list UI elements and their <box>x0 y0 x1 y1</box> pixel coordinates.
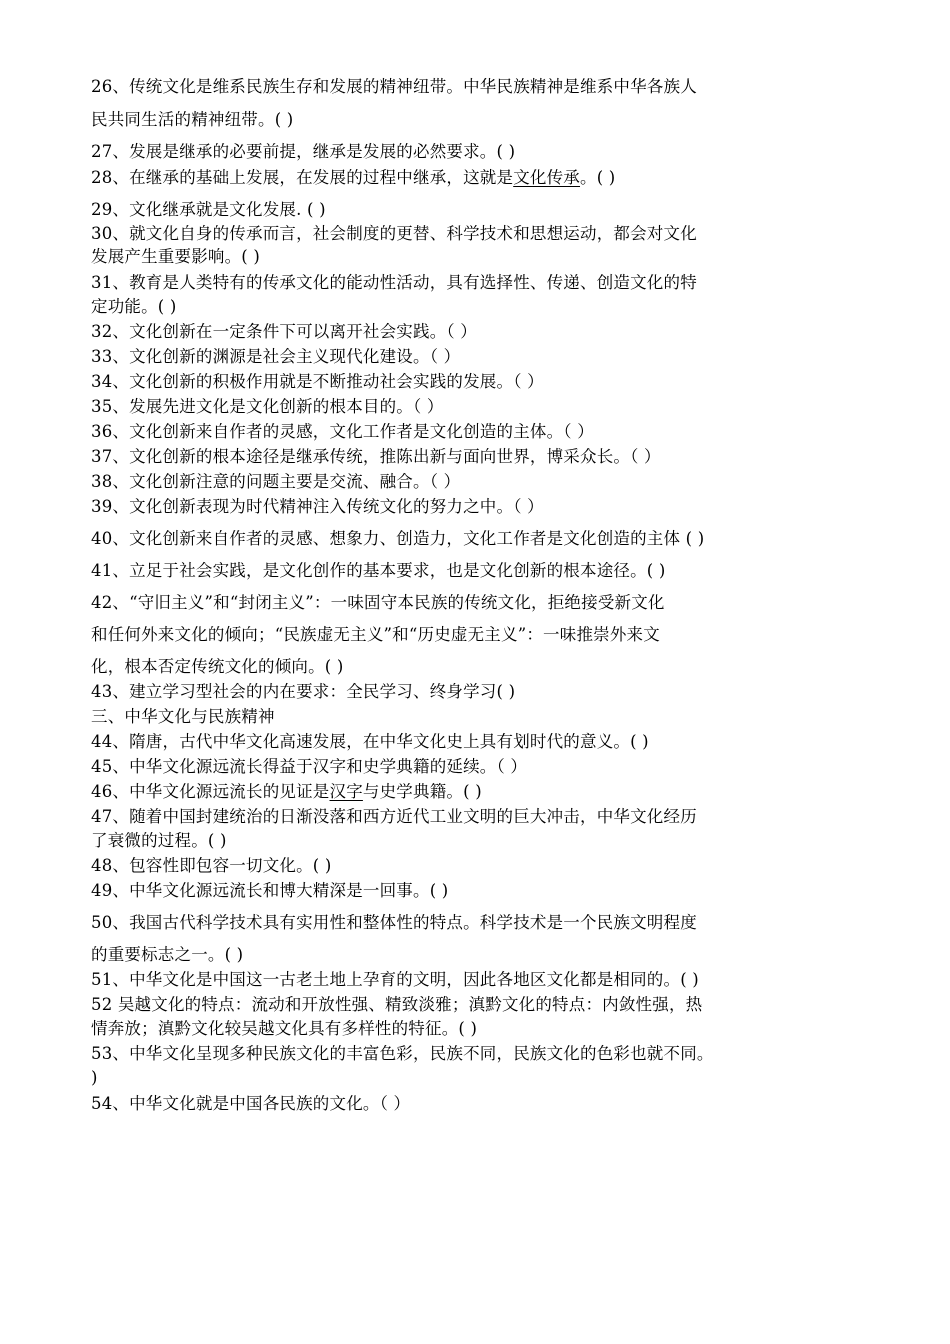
question-42-line-2: 和任何外来文化的倾向；“民族虚无主义”和“历史虚无主义”：一味推崇外来文 <box>91 625 660 644</box>
question-34: 34、文化创新的积极作用就是不断推动社会实践的发展。（ ） <box>91 372 544 391</box>
question-31-line-1: 31、教育是人类特有的传承文化的能动性活动，具有选择性、传递、创造文化的特 <box>91 273 697 292</box>
question-48: 48、包容性即包容一切文化。( ) <box>91 856 332 875</box>
question-27: 27、发展是继承的必要前提，继承是发展的必然要求。( ) <box>91 142 516 161</box>
question-49: 49、中华文化源远流长和博大精深是一回事。( ) <box>91 881 449 900</box>
question-47-line-2: 了衰微的过程。( ) <box>91 831 227 850</box>
question-39: 39、文化创新表现为时代精神注入传统文化的努力之中。（ ） <box>91 497 544 516</box>
underlined-term: 文化传承 <box>513 168 581 187</box>
question-33: 33、文化创新的渊源是社会主义现代化建设。（ ） <box>91 347 461 366</box>
question-50-line-2: 的重要标志之一。( ) <box>91 945 244 964</box>
question-42-line-1: 42、“守旧主义”和“封闭主义”：一味固守本民族的传统文化，拒绝接受新文化 <box>91 593 665 612</box>
question-28 <box>91 167 615 189</box>
question-47-line-1: 47、随着中国封建统治的日渐没落和西方近代工业文明的巨大冲击，中华文化经历 <box>91 807 697 826</box>
section-heading-3: 三、中华文化与民族精神 <box>91 707 275 726</box>
question-29: 29、文化继承就是文化发展. ( ) <box>91 200 326 219</box>
question-46-rest: 与史学典籍。( ) <box>362 782 482 801</box>
question-26-line-1: 26、传统文化是维系民族生存和发展的精神纽带。中华民族精神是维系中华各族人 <box>91 77 697 96</box>
question-43: 43、建立学习型社会的内在要求：全民学习、终身学习( ) <box>91 682 516 701</box>
question-50-line-1: 50、我国古代科学技术具有实用性和整体性的特点。科学技术是一个民族文明程度 <box>91 913 697 932</box>
question-51: 51、中华文化是中国这一古老土地上孕育的文明，因此各地区文化都是相同的。( ) <box>91 970 699 989</box>
question-42-line-3: 化，根本否定传统文化的倾向。( ) <box>91 657 344 676</box>
question-30-line-2: 发展产生重要影响。( ) <box>91 247 261 266</box>
question-28-answer: 。( ) <box>580 168 616 187</box>
question-37: 37、文化创新的根本途径是继承传统，推陈出新与面向世界，博采众长。（ ） <box>91 447 661 466</box>
question-46-text: 46、中华文化源远流长的见证是 <box>91 782 330 801</box>
underlined-term: 汉字 <box>329 782 363 801</box>
question-32: 32、文化创新在一定条件下可以离开社会实践。（ ） <box>91 322 477 341</box>
question-41: 41、立足于社会实践，是文化创作的基本要求，也是文化创新的根本途径。( ) <box>91 561 666 580</box>
question-45: 45、中华文化源远流长得益于汉字和史学典籍的延续。（ ） <box>91 757 528 776</box>
question-38: 38、文化创新注意的问题主要是交流、融合。（ ） <box>91 472 461 491</box>
question-52-line-1: 52 吴越文化的特点：流动和开放性强、精致淡雅；滇黔文化的特点：内敛性强，热 <box>91 995 703 1014</box>
question-28-text: 28、在继承的基础上发展，在发展的过程中继承，这就是 <box>91 168 514 187</box>
question-54: 54、中华文化就是中国各民族的文化。（ ） <box>91 1094 411 1113</box>
question-53-line-2: ) <box>91 1068 98 1087</box>
question-35: 35、发展先进文化是文化创新的根本目的。（ ） <box>91 397 444 416</box>
question-40: 40、文化创新来自作者的灵感、想象力、创造力，文化工作者是文化创造的主体 ( ) <box>91 529 705 548</box>
question-30-line-1: 30、就文化自身的传承而言，社会制度的更替、科学技术和思想运动，都会对文化 <box>91 224 697 243</box>
question-44: 44、隋唐，古代中华文化高速发展，在中华文化史上具有划时代的意义。( ) <box>91 732 649 751</box>
question-46 <box>91 781 482 803</box>
question-26-line-2: 民共同生活的精神纽带。( ) <box>91 110 294 129</box>
question-52-line-2: 情奔放；滇黔文化较吴越文化具有多样性的特征。( ) <box>91 1019 478 1038</box>
question-36: 36、文化创新来自作者的灵感，文化工作者是文化创造的主体。（ ） <box>91 422 594 441</box>
question-31-line-2: 定功能。( ) <box>91 297 177 316</box>
question-53-line-1: 53、中华文化呈现多种民族文化的丰富色彩，民族不同，民族文化的色彩也就不同。 <box>91 1044 714 1063</box>
